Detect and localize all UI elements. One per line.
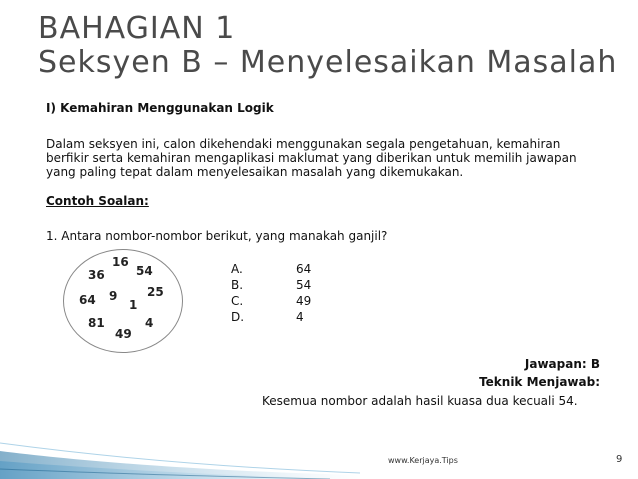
circle-number: 81	[88, 316, 105, 330]
option-c-value: 49	[296, 294, 312, 308]
option-d-value: 4	[296, 310, 304, 324]
decorative-stripes	[0, 379, 360, 479]
circle-number: 16	[112, 255, 129, 269]
example-heading: Contoh Soalan:	[46, 194, 149, 208]
question-text: 1. Antara nombor-nombor berikut, yang manakah ganjil?	[46, 229, 388, 243]
option-a-letter: A.	[231, 262, 243, 276]
footer-url: www.Kerjaya.Tips	[388, 456, 458, 465]
option-b-letter: B.	[231, 278, 244, 292]
circle-number: 4	[145, 316, 154, 330]
title-line-2: Seksyen B – Menyelesaikan Masalah	[38, 45, 618, 80]
page-number: 9	[616, 454, 623, 465]
circle-number: 49	[115, 327, 132, 341]
circle-number: 64	[79, 293, 96, 307]
title-line-1: BAHAGIAN 1	[38, 11, 236, 46]
circle-number: 54	[136, 264, 153, 278]
section-heading: I) Kemahiran Menggunakan Logik	[46, 101, 274, 115]
circle-number: 9	[109, 289, 118, 303]
circle-number: 25	[147, 285, 164, 299]
option-d-letter: D.	[231, 310, 245, 324]
circle-number: 36	[88, 268, 105, 282]
explanation-text: Kesemua nombor adalah hasil kuasa dua kecuali 54.	[262, 394, 578, 408]
technique-label: Teknik Menjawab:	[479, 375, 600, 389]
answer-label: Jawapan: B	[524, 357, 600, 371]
circle-number: 1	[129, 298, 138, 312]
option-c-letter: C.	[231, 294, 244, 308]
option-a-value: 64	[296, 262, 312, 276]
option-b-value: 54	[296, 278, 312, 292]
intro-paragraph: Dalam seksyen ini, calon dikehendaki menggunakan segala pengetahuan, kemahiran berfikir serta kemahiran mengaplikasi maklumat yang diberikan untuk memilih jawapan yang paling tepat dalam menyelesaikan masalah yang dikemukakan.	[46, 137, 577, 179]
slide-title	[38, 12, 617, 80]
